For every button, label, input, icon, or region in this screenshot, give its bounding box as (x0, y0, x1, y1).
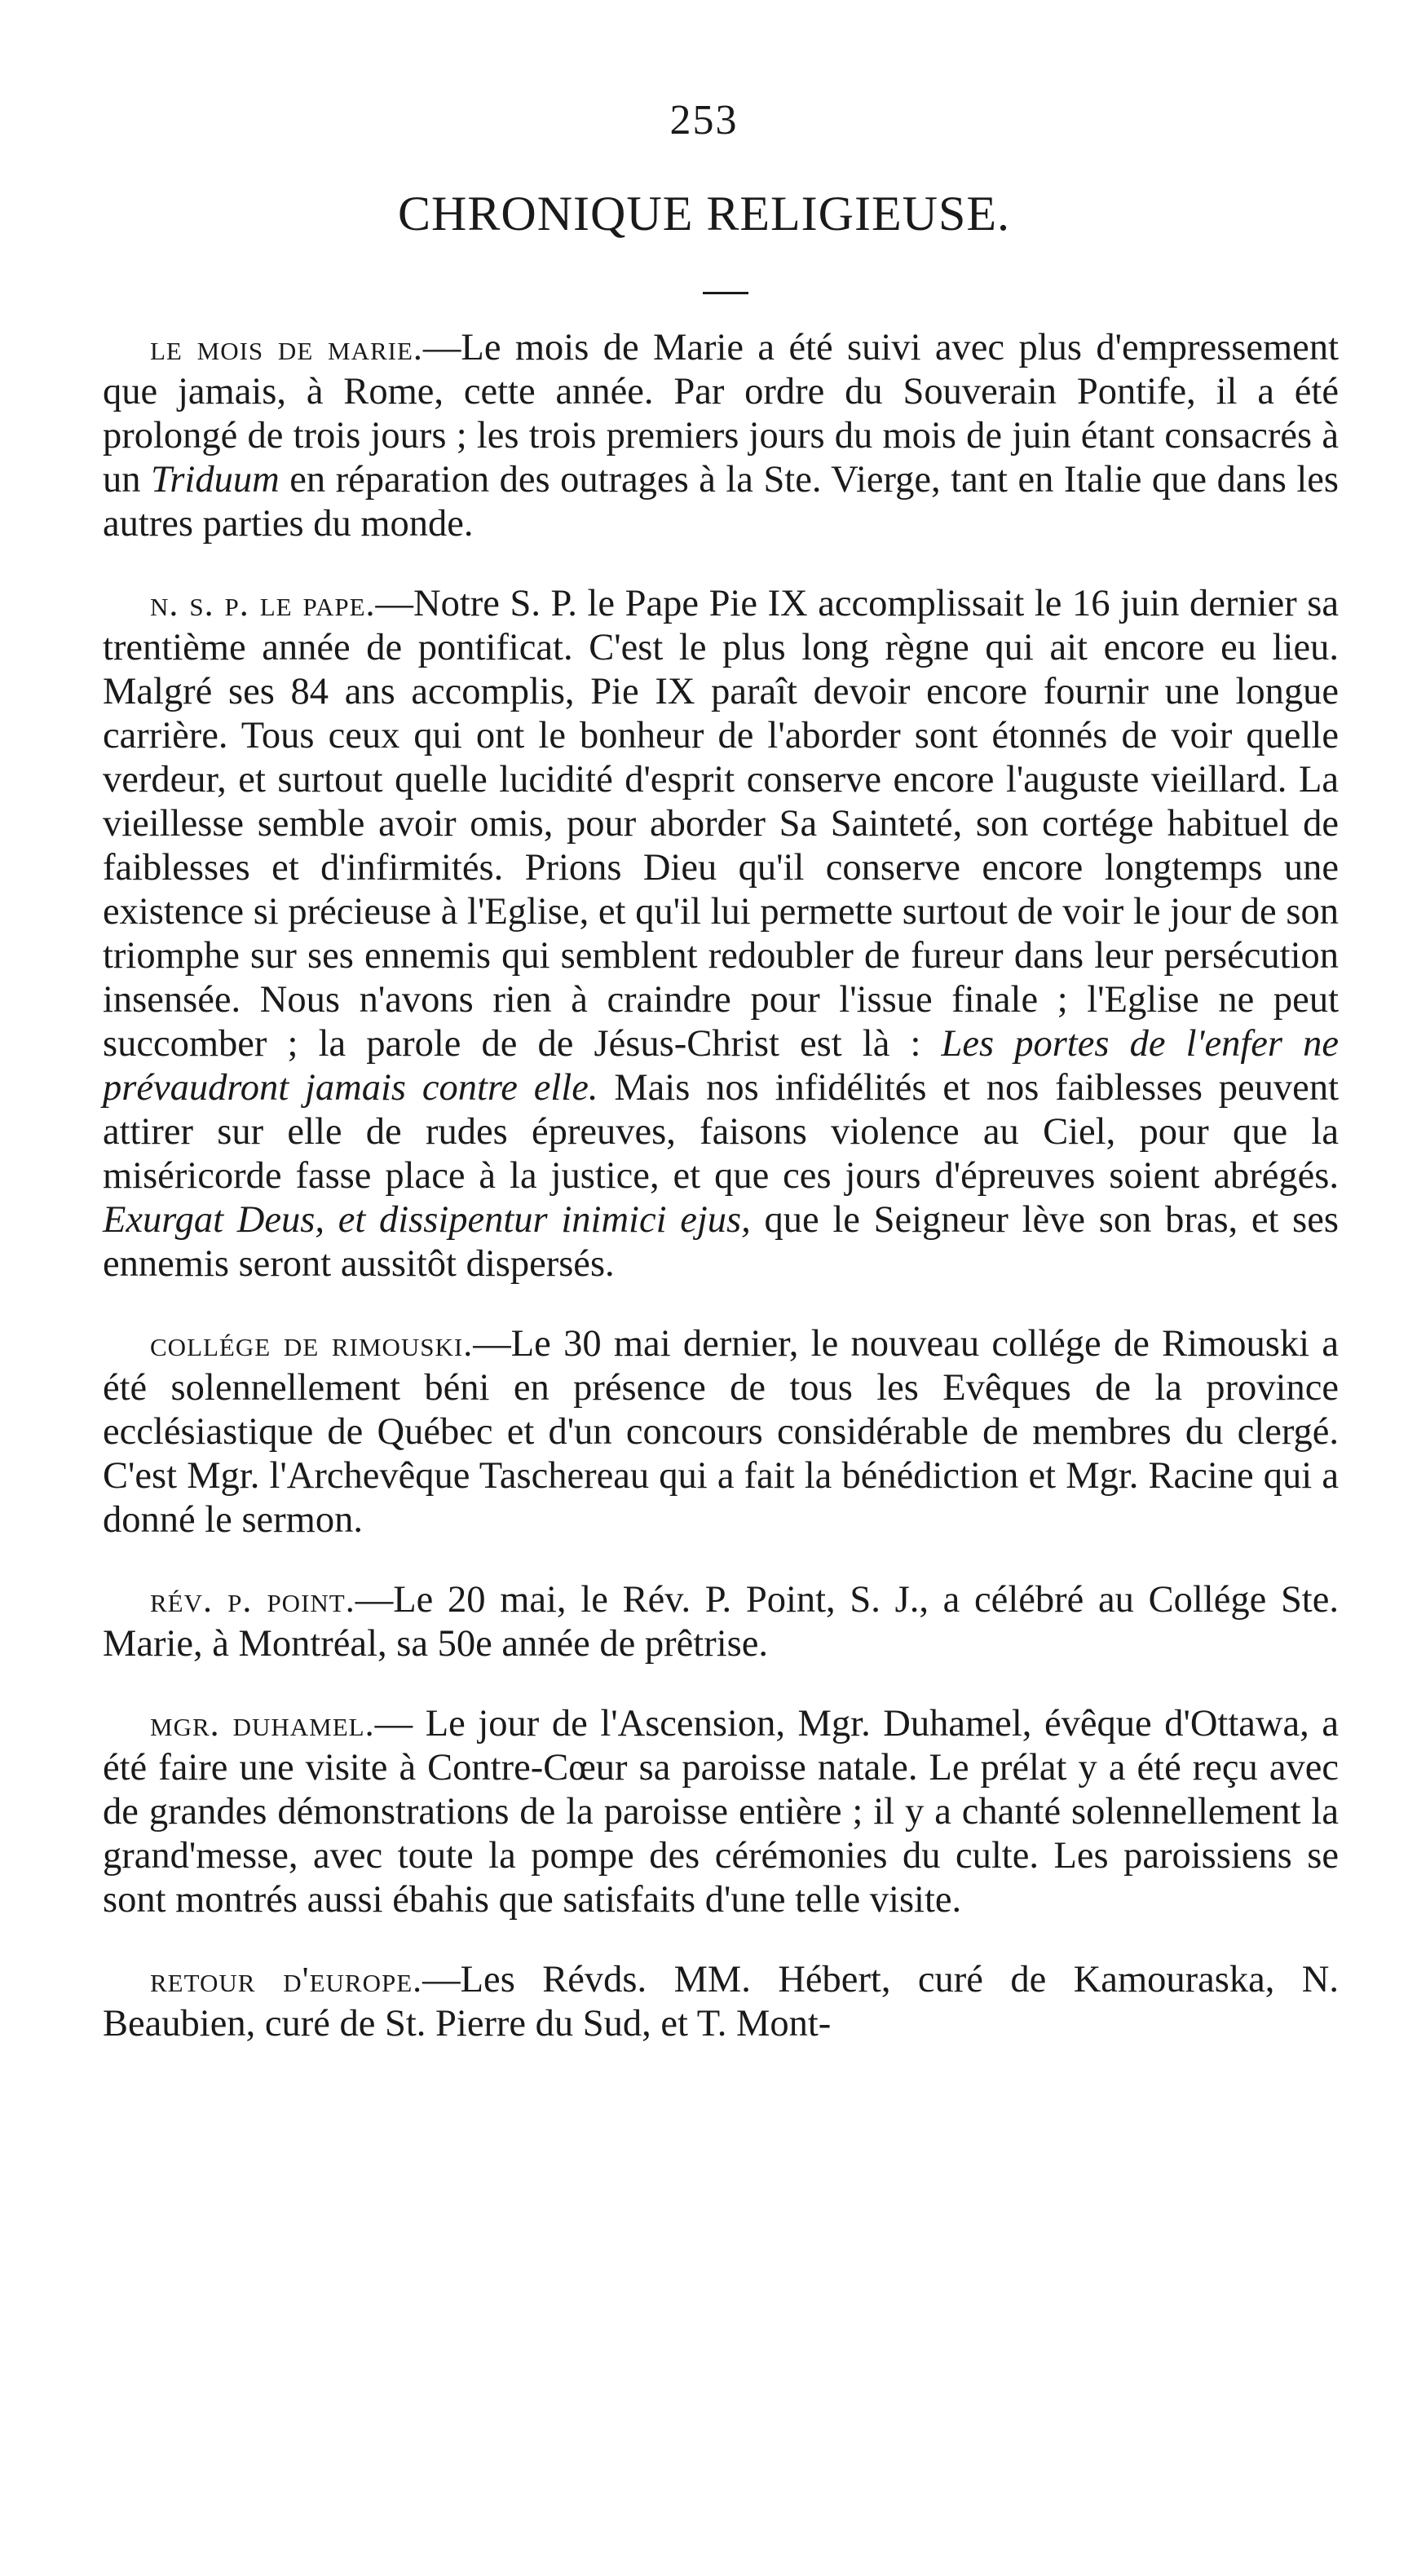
paragraph-text: que le Seigneur lève son bras, et ses ennemis seront aussitôt dispersés. (103, 1199, 1339, 1285)
paragraph-heading: le mois de marie. (150, 328, 423, 368)
page-title: CHRONIQUE RELIGIEUSE. (398, 187, 1010, 240)
paragraph-text: Le mois de Marie a été suivi avec plus d'empressement que jamais, à Rome, cette année. Par ordre du Souverain Pontife, il a été prolongé de trois jours ; les trois premiers jours du mois de juin étant consacrés à un (103, 327, 1339, 501)
paragraph-text: Les Révds. MM. Hébert, curé de Kamouraska, N. Beaubien, curé de St. Pierre du Sud, et T. Mont- (103, 1959, 1339, 2044)
news-paragraph (103, 1702, 1339, 1922)
heading-dash: — (375, 583, 414, 624)
italic-text: Exurgat Deus, et dissipentur inimici ejus, (103, 1199, 751, 1241)
paragraph-text: Notre S. P. le Pape Pie IX accomplissait le 16 juin dernier sa trentième année de pontificat. C'est le plus long règne qui ait encore eu lieu. Malgré ses 84 ans accomplis, Pie IX paraît devoir encore fournir une longue carrière. Tous ceux qui ont le bonheur de l'aborder sont étonnés de voir quelle verdeur, et surtout quelle lucidité d'esprit conserve encore l'auguste vieillard. La vieillesse semble avoir omis, pour aborder Sa Sainteté, son cortége habituel de faiblesses et d'infirmités. Prions Dieu qu'il conserve encore longtemps une existence si précieuse à l'Eglise, et qu'il lui permette surtout de voir le jour de son triomphe sur ses ennemis qui semblent redoubler de fureur dans leur persécution insensée. Nous n'avons rien à craindre pour l'issue finale ; l'Eglise ne peut succomber ; la parole de de Jésus-Christ est là : (103, 583, 1340, 1065)
paragraph-text: Mais nos infidélités et nos faiblesses peuvent attirer sur elle de rudes épreuves, faisons violence au Ciel, pour que la miséricorde fasse place à la justice, et que ces jours d'épreuves soient abrégés. (103, 1067, 1339, 1197)
paragraph-heading: n. s. p. le pape. (150, 584, 376, 624)
paragraph-heading: mgr. duhamel. (150, 1704, 375, 1744)
page-number: 253 (669, 97, 739, 143)
heading-dash: — (374, 1703, 413, 1745)
news-paragraph (103, 1578, 1339, 1666)
title-rule (703, 292, 748, 294)
news-paragraph (103, 1958, 1339, 2046)
heading-dash: — (422, 327, 461, 368)
news-paragraph (103, 1322, 1339, 1542)
news-paragraph (103, 326, 1339, 546)
paragraph-text: Le 20 mai, le Rév. P. Point, S. J., a célébré au Collége Ste. Marie, à Montréal, sa 50e année de prêtrise. (103, 1579, 1339, 1665)
paragraph-heading: retour d'europe. (150, 1960, 423, 2000)
heading-dash: — (355, 1579, 394, 1621)
paragraph-text: Le 30 mai dernier, le nouveau collége de Rimouski a été solennellement béni en présence de tous les Evêques de la province ecclésiastique de Québec et d'un concours considérable de membres du clergé. C'est Mgr. l'Archevêque Taschereau qui a fait la bénédiction et Mgr. Racine qui a donné le sermon. (103, 1323, 1339, 1541)
paragraph-text: Le jour de l'Ascension, Mgr. Duhamel, évêque d'Ottawa, a été faire une visite à Contre-Cœur sa paroisse natale. Le prélat y a été reçu avec de grandes démonstrations de la paroisse entière ; il y a chanté solennellement la grand'messe, avec toute la pompe des cérémonies du culte. Les paroissiens se sont montrés aussi ébahis que satisfaits d'une telle visite. (103, 1703, 1339, 1921)
italic-text: Triduum (151, 459, 280, 501)
chronicle-body (103, 326, 1339, 2082)
paragraph-heading: collége de rimouski. (150, 1324, 474, 1364)
heading-dash: — (422, 1959, 461, 2000)
news-paragraph (103, 582, 1339, 1286)
paragraph-heading: rév. p. point. (150, 1580, 355, 1620)
italic-text: Les portes de l'enfer ne prévaudront jamais contre elle. (103, 1023, 1339, 1109)
heading-dash: — (473, 1323, 511, 1365)
paragraph-text: en réparation des outrages à la Ste. Vierge, tant en Italie que dans les autres parties du monde. (103, 459, 1339, 545)
